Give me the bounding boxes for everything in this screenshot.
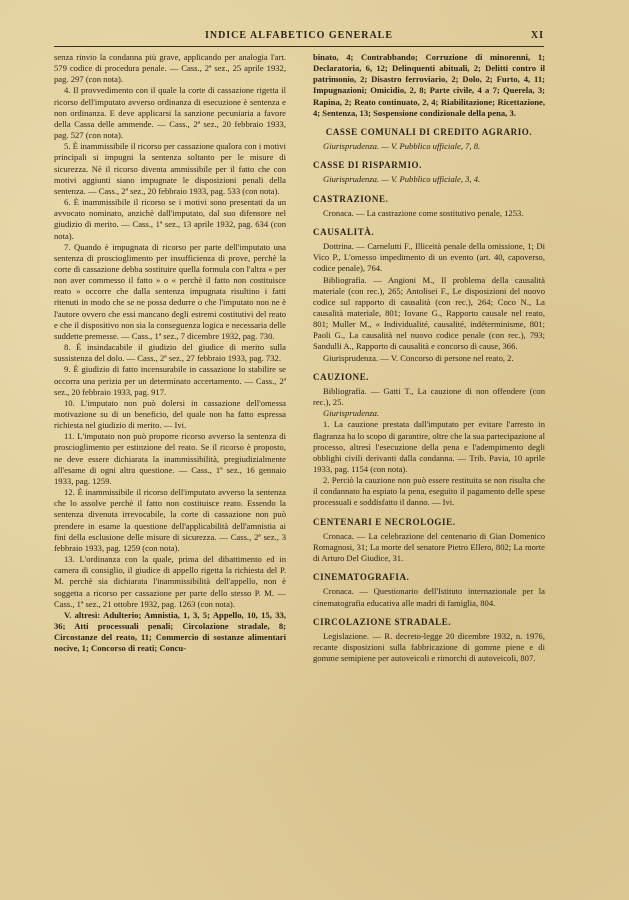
entry-paragraph: Cronaca. — La castrazione come sostitutivo penale, 1253. xyxy=(323,207,524,218)
section-heading: CENTENARI E NECROLOGIE. xyxy=(313,516,456,527)
entry-paragraph: 4. Il provvedimento con il quale la corte di cassazione rigetta il ricorso dell'imputato avverso ordinanza di esecuzione è sentenza e non ordinanza. E deve applicarsi la sanzione pecuniaria a favore della Cassa delle ammende. — Cass., 2ª sez., 20 febbraio 1933, pag. 527 (con nota). xyxy=(54,85,286,141)
entry-paragraph: 5. È inammissibile il ricorso per cassazione qualora con i motivi principali si impugni la sentenza soltanto per le misure di sicurezza. Nè il ricorso diventa ammissibile per il fatto che con motivi aggiunti siano impugnate le disposizioni penali della sentenza. — Cass., 2ª sez., 20 febbraio 1933, pag. 533 (con nota). xyxy=(54,141,286,196)
section-heading: CAUSALITÀ. xyxy=(313,226,375,237)
cross-references: binato, 4; Contrabbando; Corruzione di minorenni, 1; Declaratoria, 6, 12; Delinquenti abituali, 2; Delitti contro il patrimonio, 2; Disastro ferroviario, 2; Dolo, 2; Furto, 4, 11; Impugnazioni; Omicidio, 2, 8; Parte civile, 4 a 7; Querela, 3; Rapina, 2; Reato continuato, 2, 4; Riabilitazione; Ricettazione, 4; Sentenza, 13; Sospensione condizionale della pena, 3. xyxy=(313,52,545,118)
entry-paragraph: 8. È insindacabile il giudizio del giudice di merito sulla sussistenza del dolo. — Cass., 2ª sez., 27 febbraio 1933, pag. 732. xyxy=(54,342,286,364)
left-column xyxy=(54,52,286,892)
entry-paragraph: 10. L'imputato non può dolersi in cassazione dell'omessa motivazione su di un beneficio, del quale non ha fatto espressa richiesta nel giudizio di merito. — Ivi. xyxy=(54,397,286,431)
section-heading: CASSE DI RISPARMIO. xyxy=(313,160,422,171)
entry-paragraph: 13. L'ordinanza con la quale, prima del dibattimento ed in camera di consiglio, il giudice di appello rigetta la richiesta del P. M. perchè sia dichiarata l'inammissibilità dell'appello, non è soggetta a ricorso per cassazione per parte dello stesso P. M. — Cass., 1ª sez., 21 ottobre 1932, pag. 1263 (con nota). xyxy=(54,554,286,609)
entry-paragraph: Giurisprudenza. — V. Pubblico ufficiale, 3, 4. xyxy=(323,174,481,185)
entry-paragraph: 2. Perciò la cauzione non può essere restituita se non risulta che il condannato ha espiato la pena, eseguito il pagamento delle spese processuali e soddisfatto il danno. — Ivi. xyxy=(313,475,545,508)
header-title: INDICE ALFABETICO GENERALE xyxy=(204,30,394,41)
entry-paragraph: senza rinvio la condanna più grave, applicando per analogia l'art. 579 codice di procedura penale. — Cass., 2ª sez., 25 aprile 1932, pag. 297 (con nota). xyxy=(54,52,286,85)
page-number: XI xyxy=(530,30,544,41)
entry-paragraph: Bibliografia. — Angioni M., Il problema della causalità materiale (con rec.), 265; Antolisei F., Le disposizioni del nuovo codice sul rapporto di causalità (con rec.), 264; Coco N., La causalità materiale, 801; Iovane G., Rapporto causale nel reato, 801; Muller M., « Individualité, causalité, indéterminisme, 801; Paoli G., La causalità nel nuovo codice penale (con rec.), 793; Sandulli A., Rapporto di causalità e concorso di cause, 366. xyxy=(313,274,545,352)
entry-paragraph: 6. È inammissibile il ricorso se i motivi sono presentati da un avvocato nominato, anzichè dall'imputato, dal suo difensore nel giudizio di merito. — Cass., 1ª sez., 13 aprile 1932, pag. 634 (con nota). xyxy=(54,197,286,241)
entry-paragraph: 9. È giudizio di fatto incensurabile in cassazione lo stabilire se occorra una perizia per un determinato accertamento. — Cass., 2ª sez., 20 febbraio 1933, pag. 917. xyxy=(54,364,286,397)
entry-paragraph: 7. Quando è impugnata di ricorso per parte dell'imputato una sentenza di proscioglimento per insufficienza di prove, perchè la corte di cassazione debba sostituire quella formula con l'altra « per non aver commesso il fatto » o « perchè il fatto non costituisce reato » occorre che dalla sentenza impugnata risultino i fatti ritenuti in modo che se ne possa dedurre o che l'imputato non ne è l'autore ovvero che essi mancano degli estremi costitutivi del reato e che il dispositivo non sia la conseguenza logica e necessaria delle suddette premesse. — Cass., 1ª sez., 7 dicembre 1932, pag. 730. xyxy=(54,241,286,341)
header-rule xyxy=(54,46,544,47)
section-heading: CAUZIONE. xyxy=(313,371,370,382)
section-heading: CASSE COMUNALI DI CREDITO AGRARIO. xyxy=(325,126,533,137)
entry-paragraph: 12. È inammissibile il ricorso dell'imputato avverso la sentenza che lo assolve perchè il fatto non costituisce reato. Essendo la sentenza divenuta irrevocabile, la corte di cassazione non può prendere in esame la questione dell'applicabilità dell'amnistia ai fini della esclusione delle misure di sicurezza. — Cass., 2ª sez., 3 febbraio 1933, pag. 1259 (con nota). xyxy=(54,487,286,553)
section-heading: CASTRAZIONE. xyxy=(313,193,389,204)
entry-paragraph: Giurisprudenza. xyxy=(323,408,380,419)
running-header xyxy=(54,30,544,44)
section-heading: CIRCOLAZIONE STRADALE. xyxy=(313,616,452,627)
entry-paragraph: 11. L'imputato non può proporre ricorso avverso la sentenza di proscioglimento per estinzione del reato. Se il ricorso è proposto, ne deve essere dichiarata la inammissibilità, pregiudizialmente all'esame di ogni altra questione. — Cass., 1ª sez., 16 gennaio 1933, pag. 1259. xyxy=(54,431,286,486)
section-heading: CINEMATOGRAFIA. xyxy=(313,572,410,583)
entry-paragraph: Giurisprudenza. — V. Concorso di persone nel reato, 2. xyxy=(323,352,514,363)
entry-paragraph: Dottrina. — Carnelutti F., Illiceità penale della omissione, 1; Di Vico P., L'omesso impedimento di un evento (art. 40, capoverso, codice penale), 764. xyxy=(313,241,545,274)
entry-paragraph: 1. La cauzione prestata dall'imputato per evitare l'arresto in flagranza ha lo scopo di garantire, oltre che la sua partecipazione al processo, altresì l'esecuzione della pena e l'adempimento degli obblighi civili derivanti dalla condanna. — Trib. Pavia, 10 aprile 1933, pag. 1154 (con nota). xyxy=(313,419,545,474)
entry-paragraph: Cronaca. — La celebrazione del centenario di Gian Domenico Romagnosi, 31; La morte del senatore Pietro Ellero, 802; La morte di Arturo Del Giudice, 31. xyxy=(313,530,545,564)
entry-paragraph: Bibliografia. — Gatti T., La cauzione di non offendere (con rec.), 25. xyxy=(313,385,545,408)
entry-paragraph: Cronaca. — Questionario dell'Istituto internazionale per la cinematografia educativa alle madri di famiglia, 804. xyxy=(313,586,545,608)
entry-paragraph: Giurisprudenza. — V. Pubblico ufficiale, 7, 8. xyxy=(323,141,481,152)
right-column xyxy=(313,52,545,892)
cross-references: V. altresì: Adulterio; Amnistia, 1, 3, 5; Appello, 10, 15, 33, 36; Atti processuali penali; Circolazione stradale, 8; Circostanze del reato, 11; Commercio di sostanze alimentari nocive, 1; Concorso di reati; Concu- xyxy=(54,609,286,654)
entry-paragraph: Legislazione. — R. decreto-legge 20 dicembre 1932, n. 1976, recante disposizioni sulla fabbricazione di gomme piene e di gomme semipiene per autoveicoli e rimorchi di autoveicoli, 807. xyxy=(313,630,545,664)
